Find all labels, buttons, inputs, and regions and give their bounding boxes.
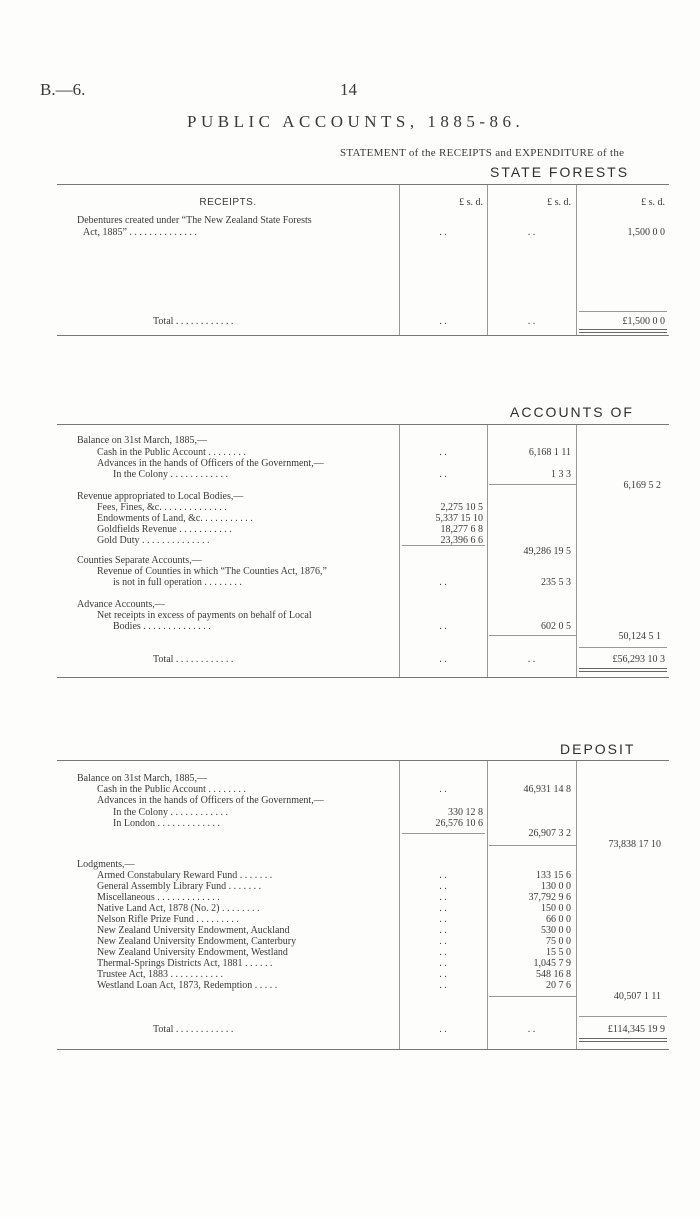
amount-cell: 46,931 14 8 [523,784,571,795]
document-reference: B.—6. [40,80,86,99]
amount-cell: . . [439,925,447,936]
row-label: New Zealand University Endowment, Canterbury [97,936,297,947]
row-label: Act, 1885” . . . . . . . . . . . . . . [83,227,197,238]
page-title: PUBLIC ACCOUNTS, 1885-86. [187,112,525,131]
row-label: Advance Accounts,— [77,599,165,610]
amount-cell: . . [439,227,447,238]
row-label: In London . . . . . . . . . . . . . [113,818,220,829]
amount-cell: 20 7 6 [546,980,571,991]
row-label: is not in full operation . . . . . . . . [113,577,242,588]
amount-cell: 15 5 0 [546,947,571,958]
amount-cell: . . [439,621,447,632]
amount-cell: 40,507 1 11 [613,991,661,1002]
amount-cell: . . [439,947,447,958]
amount-cell: 150 0 0 [541,903,571,914]
amount-cell: . . [439,577,447,588]
row-label: Nelson Rifle Prize Fund . . . . . . . . . [97,914,239,925]
amount-cell: 2,275 10 5 [440,502,483,513]
amount-cell: 133 15 6 [536,870,571,881]
row-label: Thermal-Springs Districts Act, 1881 . . . . . . [97,958,273,969]
row-label: Balance on 31st March, 1885,— [77,435,207,446]
total-label: Total . . . . . . . . . . . . [153,654,234,665]
amount-cell: . . [439,870,447,881]
amount-cell: . . [439,980,447,991]
row-label: General Assembly Library Fund . . . . . . . [97,881,262,892]
amount-cell: 18,277 6 8 [440,524,483,535]
amount-cell: . . [439,914,447,925]
amount-cell: 130 0 0 [541,881,571,892]
amount-cell: 66 0 0 [546,914,571,925]
row-label: In the Colony . . . . . . . . . . . . [113,469,228,480]
amount-cell: 6,168 1 11 [528,447,571,458]
amount-cell: 1,500 0 0 [627,227,665,238]
amount-cell: 73,838 17 10 [608,839,661,850]
receipts-column-header: RECEIPTS. [199,197,257,208]
amount-cell: 26,576 10 6 [435,818,483,829]
row-label: Cash in the Public Account . . . . . . . . [97,784,246,795]
row-label: Revenue of Counties in which “The Counties Act, 1876,” [97,566,327,577]
row-label: Trustee Act, 1883 . . . . . . . . . . . [97,969,224,980]
amount-cell: . . [439,969,447,980]
row-label: Endowments of Land, &c. . . . . . . . . . . [97,513,253,524]
accounts-of-table [57,424,669,678]
row-label: Native Land Act, 1878 (No. 2) . . . . . . . . [97,903,260,914]
section-heading-accounts-of: ACCOUNTS OF [510,404,634,420]
amount-cell: 330 12 8 [448,807,483,818]
amount-cell: . . [439,881,447,892]
row-label: Lodgments,— [77,859,135,870]
amount-cell: 235 5 3 [541,577,571,588]
row-label: Debentures created under “The New Zealand State Forests [77,215,312,226]
deposit-table [57,760,669,1050]
amount-cell: . . [439,936,447,947]
total-cell: . . [527,1024,536,1035]
amount-cell: . . [439,469,447,480]
section-heading-deposit: DEPOSIT [560,741,636,757]
row-label: Advances in the hands of Officers of the Government,— [97,795,324,806]
amount-cell: 5,337 15 10 [435,513,483,524]
row-label: Fees, Fines, &c. . . . . . . . . . . . . . [97,502,227,513]
amount-cell: 1,045 7 9 [533,958,571,969]
amount-cell: 37,792 9 6 [528,892,571,903]
row-label: Advances in the hands of Officers of the Government,— [97,458,324,469]
row-label: Westland Loan Act, 1873, Redemption . . . . . [97,980,278,991]
total-label: Total . . . . . . . . . . . . [153,316,234,327]
row-label: New Zealand University Endowment, Westland [97,947,288,958]
total-cell: £56,293 10 3 [612,654,665,665]
amount-cell: 1 3 3 [551,469,571,480]
row-label: Cash in the Public Account . . . . . . . . [97,447,246,458]
amount-cell: 602 0 5 [541,621,571,632]
amount-cell: 6,169 5 2 [623,480,661,491]
row-label: Armed Constabulary Reward Fund . . . . . . . [97,870,273,881]
section-heading-state-forests: STATE FORESTS [490,164,630,180]
amount-cell: 548 16 8 [536,969,571,980]
amount-cell: . . [439,784,447,795]
statement-subtitle: STATEMENT of the RECEIPTS and EXPENDITURE of the [340,147,625,159]
amount-cell: . . [439,958,447,969]
row-label: Net receipts in excess of payments on behalf of Local [97,610,312,621]
total-cell: £1,500 0 0 [622,316,665,327]
total-cell: . . [439,316,447,327]
amount-cell: 49,286 19 5 [523,546,571,557]
page-number: 14 [340,80,357,99]
total-label: Total . . . . . . . . . . . . [153,1024,234,1035]
row-label: Gold Duty . . . . . . . . . . . . . . [97,535,210,546]
state-forests-table [57,184,669,336]
row-label: Revenue appropriated to Local Bodies,— [77,491,244,502]
row-label: New Zealand University Endowment, Auckland [97,925,290,936]
amount-cell: . . [439,892,447,903]
total-cell: . . [439,654,447,665]
total-cell: . . [527,654,536,665]
row-label: Counties Separate Accounts,— [77,555,202,566]
money-header: £ s. d. [547,197,571,208]
row-label: Miscellaneous . . . . . . . . . . . . . [97,892,220,903]
money-header: £ s. d. [641,197,665,208]
amount-cell: 75 0 0 [546,936,571,947]
row-label: In the Colony . . . . . . . . . . . . [113,807,228,818]
amount-cell: 530 0 0 [541,925,571,936]
total-cell: . . [527,316,536,327]
amount-cell: . . [527,227,536,238]
row-label: Goldfields Revenue . . . . . . . . . . . [97,524,232,535]
amount-cell: 50,124 5 1 [618,631,661,642]
money-header: £ s. d. [459,197,483,208]
total-cell: . . [439,1024,447,1035]
amount-cell: 23,396 6 6 [440,535,483,546]
amount-cell: 26,907 3 2 [528,828,571,839]
amount-cell: . . [439,903,447,914]
total-cell: £114,345 19 9 [607,1024,665,1035]
amount-cell: . . [439,447,447,458]
row-label: Balance on 31st March, 1885,— [77,773,207,784]
row-label: Bodies . . . . . . . . . . . . . . [113,621,211,632]
